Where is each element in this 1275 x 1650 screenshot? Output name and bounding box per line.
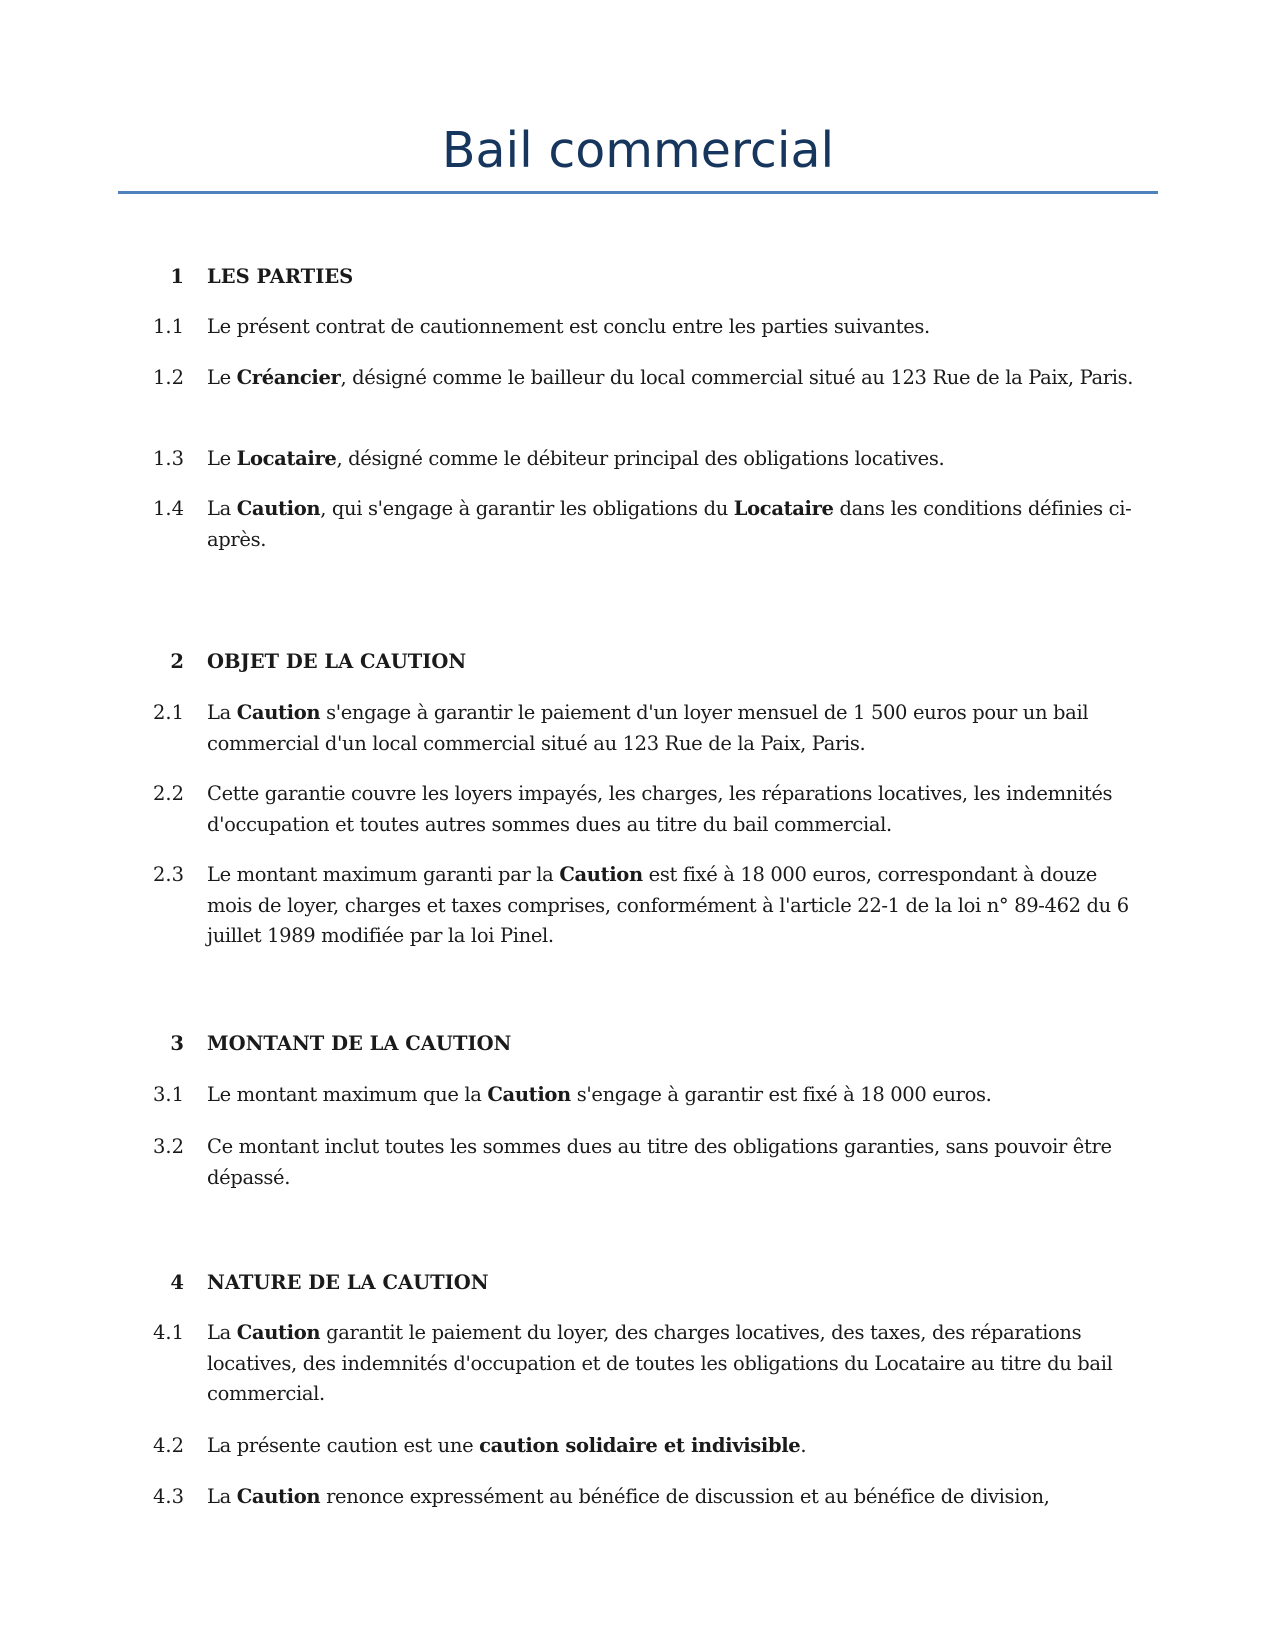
defined-term: Créancier bbox=[236, 366, 341, 389]
clause-text: Ce montant inclut toutes les sommes dues au titre des obligations garanties, sans pouvoir être dépassé. bbox=[207, 1135, 1112, 1189]
defined-term: Caution bbox=[487, 1083, 571, 1106]
clause-number: 2.1 bbox=[152, 701, 184, 724]
clause-text: La Caution garantit le paiement du loyer, des charges locatives, des taxes, des réparations locatives, des indemnités d'occupation et de toutes les obligations du Locataire au titre du bail commercial. bbox=[207, 1321, 1113, 1405]
clause-text: Le montant maximum que la Caution s'engage à garantir est fixé à 18 000 euros. bbox=[207, 1083, 992, 1106]
clause-number: 2.2 bbox=[152, 782, 184, 805]
section-title: MONTANT DE LA CAUTION bbox=[207, 1032, 512, 1055]
section-title: OBJET DE LA CAUTION bbox=[207, 650, 467, 673]
title-divider bbox=[118, 191, 1158, 194]
defined-term: Locataire bbox=[733, 497, 834, 520]
defined-term: Caution bbox=[559, 863, 643, 886]
clause-number: 1.3 bbox=[152, 447, 184, 470]
clause-number: 3.2 bbox=[152, 1135, 184, 1158]
defined-term: caution solidaire et indivisible bbox=[479, 1434, 801, 1457]
clause-text: Cette garantie couvre les loyers impayés, les charges, les réparations locatives, les indemnités d'occupation et toutes autres sommes dues au titre du bail commercial. bbox=[207, 782, 1113, 836]
clause-number: 4.2 bbox=[152, 1434, 184, 1457]
defined-term: Caution bbox=[236, 701, 321, 724]
section-title: LES PARTIES bbox=[207, 265, 354, 288]
defined-term: Locataire bbox=[236, 447, 337, 470]
defined-term: Caution bbox=[236, 497, 321, 520]
clause-number: 4.3 bbox=[152, 1485, 184, 1508]
clause-text: Le Créancier, désigné comme le bailleur du local commercial situé au 123 Rue de la Paix, Paris. bbox=[207, 366, 1134, 389]
clause-text: La présente caution est une caution solidaire et indivisible. bbox=[207, 1434, 807, 1457]
clause-text: La Caution s'engage à garantir le paiement d'un loyer mensuel de 1 500 euros pour un bail commercial d'un local commercial situé au 123 Rue de la Paix, Paris. bbox=[207, 701, 1089, 755]
clause-number: 4.1 bbox=[152, 1321, 184, 1344]
section-number: 4 bbox=[170, 1271, 184, 1294]
clause-number: 2.3 bbox=[152, 863, 184, 886]
clause-text: Le présent contrat de cautionnement est conclu entre les parties suivantes. bbox=[207, 315, 930, 338]
section-number: 3 bbox=[170, 1032, 184, 1055]
section-number: 1 bbox=[170, 265, 184, 288]
clause-number: 1.4 bbox=[152, 497, 184, 520]
defined-term: Caution bbox=[236, 1321, 321, 1344]
clause-number: 3.1 bbox=[152, 1083, 184, 1106]
document-title: Bail commercial bbox=[441, 122, 835, 179]
clause-number: 1.2 bbox=[152, 366, 184, 389]
clause-number: 1.1 bbox=[152, 315, 184, 338]
defined-term: Caution bbox=[236, 1485, 321, 1508]
clause-text: Le Locataire, désigné comme le débiteur principal des obligations locatives. bbox=[207, 447, 945, 470]
clause-text: La Caution, qui s'engage à garantir les obligations du Locataire dans les conditions définies ci-après. bbox=[207, 497, 1132, 551]
clause-text: Le montant maximum garanti par la Caution est fixé à 18 000 euros, correspondant à douze mois de loyer, charges et taxes comprises, conformément à l'article 22-1 de la loi n° 89-462 du 6 juillet 1989 modifiée par la loi Pinel. bbox=[207, 863, 1129, 947]
section-number: 2 bbox=[170, 650, 184, 673]
section-title: NATURE DE LA CAUTION bbox=[207, 1271, 489, 1294]
clause-text: La Caution renonce expressément au bénéfice de discussion et au bénéfice de division, bbox=[207, 1485, 1050, 1508]
